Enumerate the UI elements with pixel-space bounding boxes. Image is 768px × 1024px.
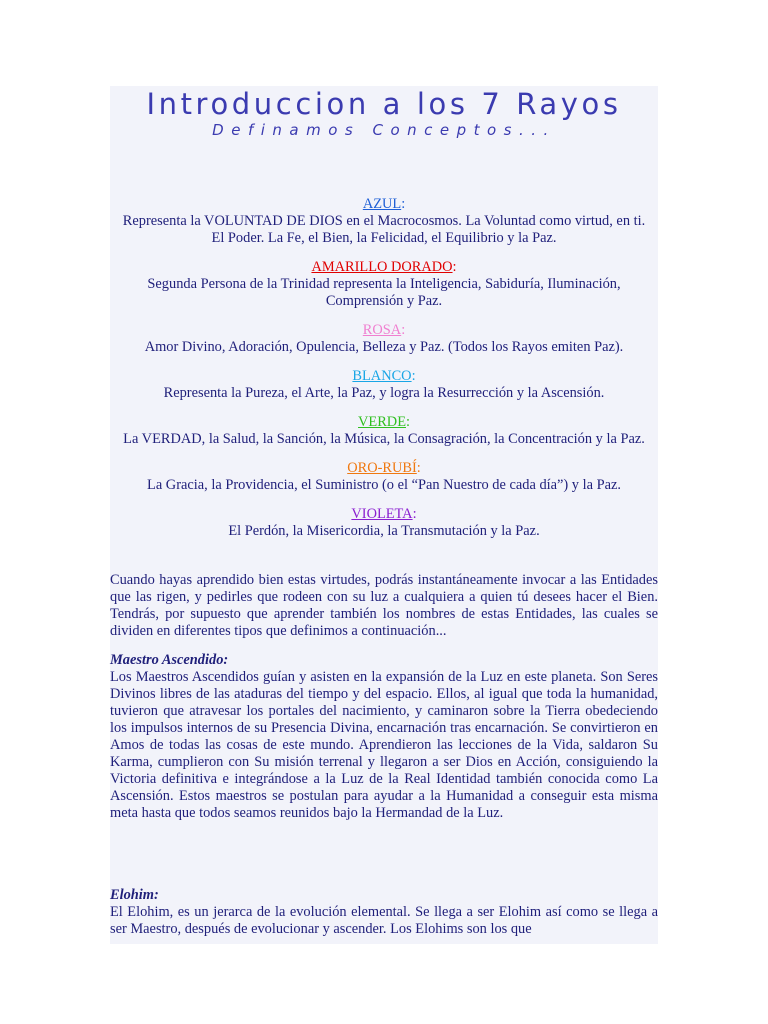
ray-violeta (110, 506, 658, 540)
intro-paragraph: Cuando hayas aprendido bien estas virtudes, podrás instantáneamente invocar a las Entidades que las rigen, y pedirles que rodeen con su luz a cualquiera a quien tú desees hacer el Bien. Tendrás, por supuesto que aprender también los nombres de estas Entidades, las cuales se dividen en diferentes tipos que definimos a continuación... (110, 572, 658, 639)
page-subtitle: Definamos Conceptos... (212, 121, 556, 139)
ray-description: La VERDAD, la Salud, la Sanción, la Música, la Consagración, la Concentración y la Paz. (123, 431, 645, 447)
ray-colon: : (416, 460, 421, 476)
ray-description: El Perdón, la Misericordia, la Transmutación y la Paz. (228, 523, 540, 539)
ray-description: Representa la Pureza, el Arte, la Paz, y logra la Resurrección y la Ascensión. (163, 385, 605, 401)
ray-rosa (110, 322, 658, 356)
ray-blanco (110, 368, 658, 402)
ray-description: Segunda Persona de la Trinidad representa la Inteligencia, Sabiduría, Iluminación, Comprensión y Paz. (147, 276, 621, 309)
section-elohim (110, 887, 658, 938)
page-footer-margin (110, 944, 658, 1024)
section-heading: Elohim: (110, 887, 159, 903)
rays-list (110, 196, 658, 552)
ray-colon: : (401, 322, 406, 338)
ray-name: VIOLETA (351, 506, 413, 522)
section-text: El Elohim, es un jerarca de la evolución elemental. Se llega a ser Elohim así como se llega a ser Maestro, después de evolucionar y ascender. Los Elohims son los que (110, 904, 658, 937)
ray-colon: : (412, 506, 417, 522)
page-title: Introduccion a los 7 Rayos (146, 87, 622, 121)
ray-name: ORO-RUBÍ (347, 460, 417, 476)
ray-description: Representa la VOLUNTAD DE DIOS en el Macrocosmos. La Voluntad como virtud, en ti. El Poder. La Fe, el Bien, la Felicidad, el Equilibrio y la Paz. (122, 213, 646, 246)
ray-colon: : (405, 414, 410, 430)
ray-name: BLANCO (352, 368, 412, 384)
ray-name: VERDE (358, 414, 406, 430)
ray-name: AZUL (362, 196, 402, 212)
ray-azul (110, 196, 658, 247)
section-heading: Maestro Ascendido: (110, 652, 229, 668)
ray-name: ROSA (362, 322, 402, 338)
ray-colon: : (452, 259, 457, 275)
section-text: Los Maestros Ascendidos guían y asisten en la expansión de la Luz en este planeta. Son Seres Divinos libres de las ataduras del tiempo y del espacio. Ellos, al igual que toda la humanidad, tuvieron que atravesar los portales del nacimiento, y caminaron sobre la Tierra obedeciendo los impulsos internos de su Presencia Divina, encarnación tras encarnación. Se convirtieron en Amos de todas las cosas de este mundo. Aprendieron las lecciones de la Vida, saldaron Su Karma, cumplieron con Su misión terrenal y llegaron a ser Dios en Acción, consiguiendo la Victoria definitiva e integrándose a la Luz de la Real Identidad también conocida como La Ascensión. Estos maestros se postulan para ayudar a la Humanidad a conseguir esta misma meta hasta que todos seamos reunidos bajo la Hermandad de la Luz. (110, 669, 658, 821)
ray-amarillo-dorado (110, 259, 658, 310)
ray-description: Amor Divino, Adoración, Opulencia, Belleza y Paz. (Todos los Rayos emiten Paz). (144, 339, 624, 355)
ray-verde (110, 414, 658, 448)
ray-name: AMARILLO DORADO (311, 259, 453, 275)
ray-colon: : (401, 196, 406, 212)
ray-colon: : (411, 368, 416, 384)
ray-description: La Gracia, la Providencia, el Suministro (o el “Pan Nuestro de cada día”) y la Paz. (147, 477, 621, 493)
section-maestro-ascendido (110, 652, 658, 822)
ray-oro-rubi (110, 460, 658, 494)
